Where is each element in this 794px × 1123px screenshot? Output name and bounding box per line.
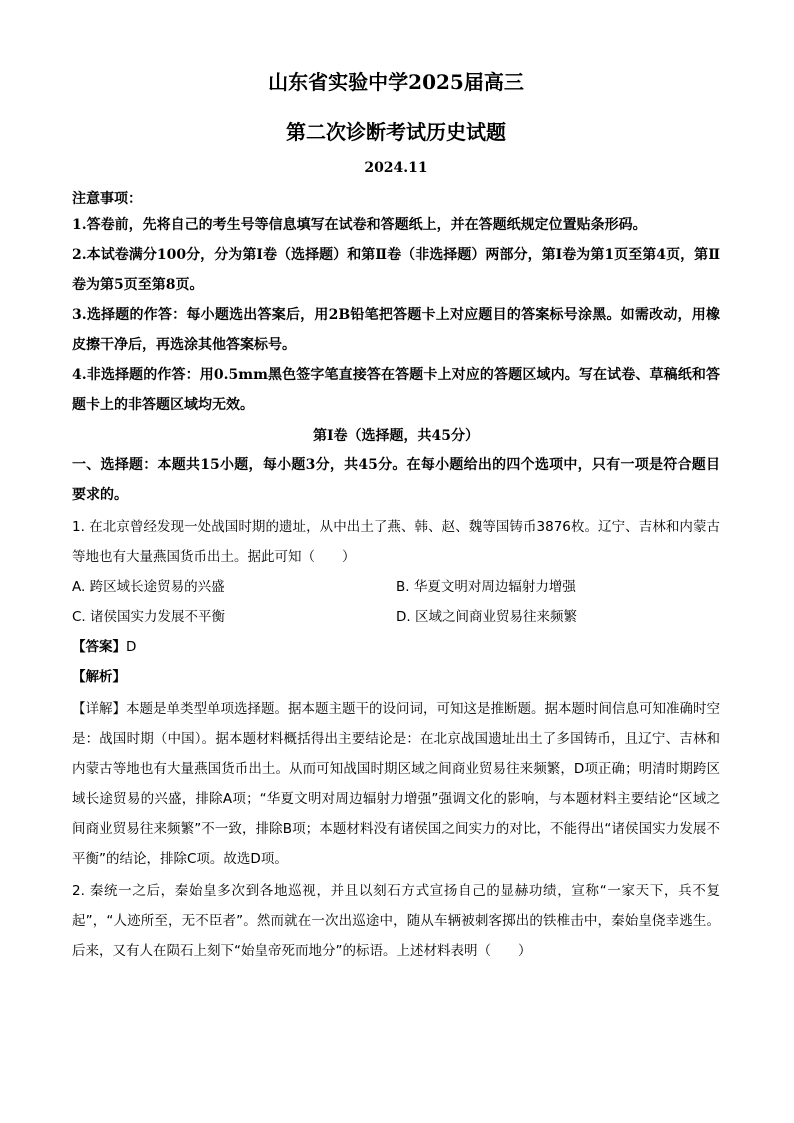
notice-item-3: 3.选择题的作答：每小题选出答案后，用2B铅笔把答题卡上对应题目的答案标号涂黑。如需改动，用橡皮擦干净后，再选涂其他答案标号。: [72, 307, 720, 353]
question-1-stem: 1. 在北京曾经发现一处战国时期的遗址，从中出土了燕、韩、赵、魏等国铸币3876枚。辽宁、吉林和内蒙古等地也有大量燕国货币出土。据此可知（ ）: [72, 519, 720, 565]
answer-value: D: [126, 639, 137, 655]
question-1-option-c: C. 诸侯国实力发展不平衡: [72, 609, 226, 625]
notice-heading: 注意事项：: [72, 191, 142, 207]
question-1-detail: 【详解】本题是单类型单项选择题。据本题主题干的设问词，可知这是推断题。据本题时间信息可知准确时空是：战国时期（中国）。据本题材料概括得出主要结论是：在北京战国遗址出土了多国铸币，且辽宁、吉林和内蒙古等地也有大量燕国货币出土。从而可知战国时期区域之间商业贸易往来频繁，D项正确；明清时期跨区域长途贸易的兴盛，排除A项；“华夏文明对周边辐射力增强”强调文化的影响，与本题材料主要结论“区域之间商业贸易往来频繁”不一致，排除B项；本题材料没有诸侯国之间实力的对比，不能得出“诸侯国实力发展不平衡”的结论，排除C项。故选D项。: [72, 701, 720, 867]
page-title-line1: 山东省实验中学2025届高三: [268, 70, 524, 94]
question-1-option-a: A. 跨区域长途贸易的兴盛: [72, 579, 225, 595]
answer-label: 【答案】: [72, 639, 126, 655]
question-1-option-b: B. 华夏文明对周边辐射力增强: [396, 579, 576, 595]
question-2-stem: 2. 秦统一之后，秦始皇多次到各地巡视，并且以刻石方式宣扬自己的显赫功绩，宣称“一家天下，兵不复起”，“人迹所至，无不臣者”。然而就在一次出巡途中，随从车辆被刺客掷出的铁椎击中，秦始皇侥幸逃生。后来，又有人在陨石上刻下“始皇帝死而地分”的标语。上述材料表明（ ）: [72, 883, 720, 959]
section-title: 第Ⅰ卷（选择题，共45分）: [312, 428, 480, 444]
analysis-label: 【解析】: [72, 669, 126, 685]
question-1-option-d: D. 区域之间商业贸易往来频繁: [396, 609, 577, 625]
exam-date: 2024.11: [364, 160, 428, 176]
notice-item-4: 4.非选择题的作答：用0.5mm黑色签字笔直接答在答题卡上对应的答题区域内。写在试卷、草稿纸和答题卡上的非答题区域均无效。: [72, 367, 720, 413]
notice-item-1: 1.答卷前，先将自己的考生号等信息填写在试卷和答题纸上，并在答题纸规定位置贴条形码。: [72, 217, 647, 233]
exam-page: [72, 60, 720, 966]
section-instruction: 一、选择题：本题共15小题，每小题3分，共45分。在每小题给出的四个选项中，只有一项是符合题目要求的。: [72, 457, 720, 503]
question-1-answer: [72, 632, 720, 662]
page-title-line2: 第二次诊断考试历史试题: [286, 120, 506, 144]
question-1-analysis: [72, 662, 720, 692]
notice-item-2: 2.本试卷满分100分，分为第Ⅰ卷（选择题）和第Ⅱ卷（非选择题）两部分，第Ⅰ卷为第1页至第4页，第Ⅱ卷为第5页至第8页。: [72, 247, 720, 293]
question-1-options: [72, 572, 720, 632]
